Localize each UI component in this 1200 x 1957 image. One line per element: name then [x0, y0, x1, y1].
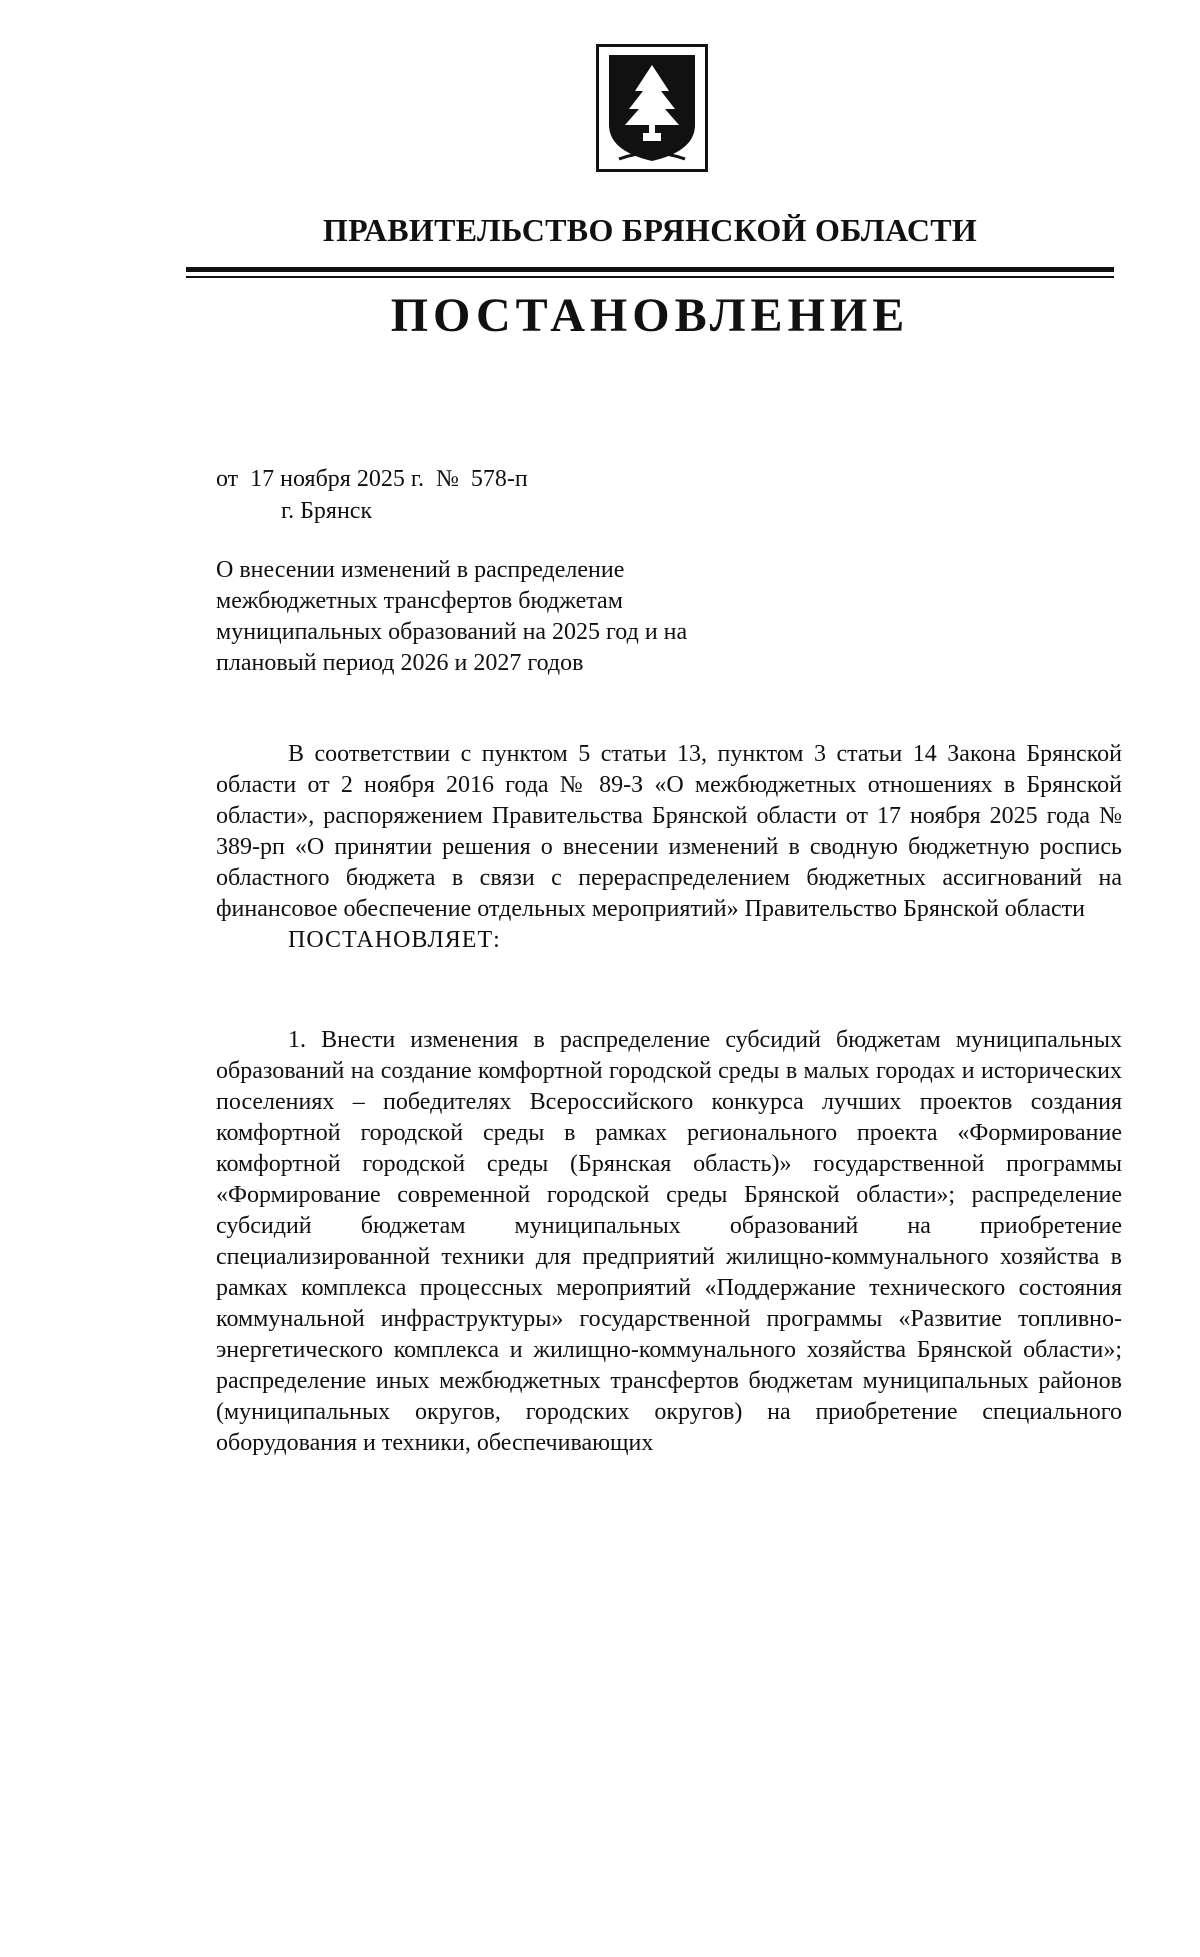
organization-title: ПРАВИТЕЛЬСТВО БРЯНСКОЙ ОБЛАСТИ: [322, 212, 978, 248]
preamble-section: [216, 739, 1122, 956]
coat-of-arms-icon: [596, 44, 708, 172]
date-number-line: от 17 ноября 2025 г. № 578-п: [216, 466, 528, 492]
decree-word: ПОСТАНОВЛЯЕТ:: [288, 927, 501, 953]
document-subject: О внесении изменений в распределение межбюджетных трансфертов бюджетам муниципальных образований на 2025 год и на плановый период 2026 и 2027 годов: [216, 557, 688, 676]
header-divider-thick: [186, 267, 1114, 272]
document-meta: [216, 463, 528, 527]
preamble-paragraph: В соответствии с пунктом 5 статьи 13, пунктом 3 статьи 14 Закона Брянской области от 2 ноября 2016 года № 89-З «О межбюджетных отношениях в Брянской области», распоряжением Правительства Брянской области от 17 ноября 2025 года № 389-рп «О принятии решения о внесении изменений в сводную бюджетную роспись областного бюджета в связи с перераспределением бюджетных ассигнований на финансовое обеспечение отдельных мероприятий» Правительство Брянской области: [216, 741, 1122, 922]
header-divider-thin: [186, 276, 1114, 278]
item-1-paragraph: 1. Внести изменения в распределение субсидий бюджетам муниципальных образований на создание комфортной городской среды в малых городах и исторических поселениях – победителях Всероссийского конкурса лучших проектов создания комфортной городской среды в рамках регионального проекта «Формирование комфортной городской среды (Брянская область)» государственной программы «Формирование современной городской среды Брянской области»; распределение субсидий бюджетам муниципальных образований на приобретение специализированной техники для предприятий жилищно-коммунального хозяйства в рамках комплекса процессных мероприятий «Поддержание технического состояния коммунальной инфраструктуры» государственной программы «Развитие топливно-энергетического комплекса и жилищно-коммунального хозяйства Брянской области»; распределение иных межбюджетных трансфертов бюджетам муниципальных районов (муниципальных округов, городских округов) на приобретение специального оборудования и техники, обеспечивающих: [216, 1027, 1122, 1456]
item-1-section: [216, 1025, 1122, 1459]
document-type-heading: ПОСТАНОВЛЕНИЕ: [390, 289, 910, 342]
city-line: г. Брянск: [281, 498, 373, 524]
